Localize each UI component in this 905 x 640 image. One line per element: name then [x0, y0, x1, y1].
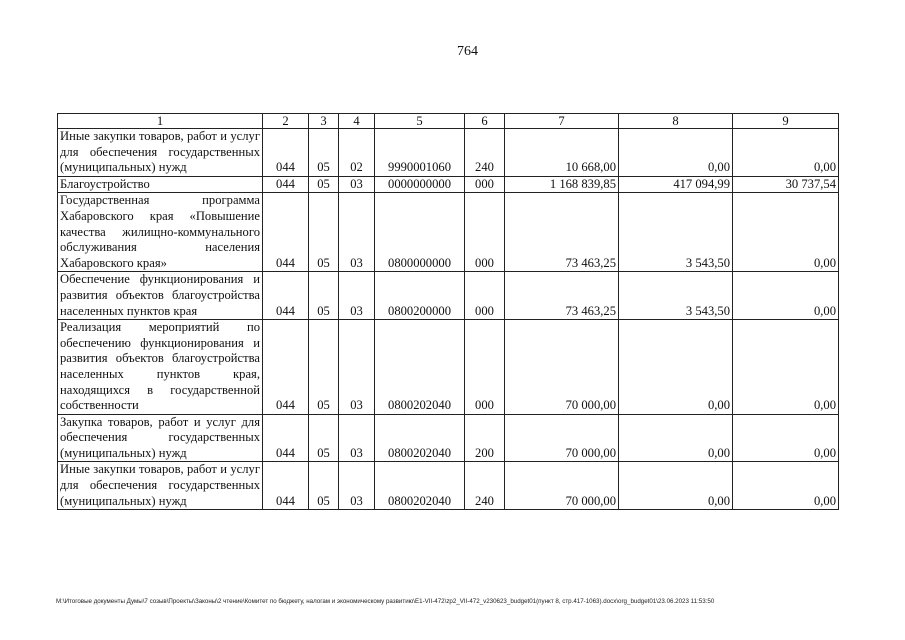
cell-target-article: 9990001060 — [375, 129, 465, 177]
cell-amount-8: 0,00 — [619, 320, 733, 415]
cell-amount-7: 70 000,00 — [505, 414, 619, 462]
table-row — [58, 414, 839, 462]
cell-subsection: 03 — [339, 193, 375, 272]
cell-target-article: 0000000000 — [375, 176, 465, 193]
row-name: Реализация мероприятий по обеспечению функционирования и развития объектов благоустройства населенных пунктов края, находящихся в государственной собственности — [58, 320, 263, 415]
cell-amount-8: 417 094,99 — [619, 176, 733, 193]
header-cell: 6 — [465, 114, 505, 129]
header-cell: 7 — [505, 114, 619, 129]
table-row — [58, 320, 839, 415]
cell-amount-9: 0,00 — [733, 462, 839, 510]
cell-amount-9: 0,00 — [733, 414, 839, 462]
header-cell: 1 — [58, 114, 263, 129]
cell-amount-7: 70 000,00 — [505, 320, 619, 415]
cell-target-article: 0800202040 — [375, 414, 465, 462]
row-name: Иные закупки товаров, работ и услуг для обеспечения государственных (муниципальных) нужд — [58, 129, 263, 177]
table-row — [58, 462, 839, 510]
cell-expense-type: 200 — [465, 414, 505, 462]
cell-subsection: 03 — [339, 320, 375, 415]
cell-target-article: 0800202040 — [375, 462, 465, 510]
cell-ministry: 044 — [263, 320, 309, 415]
cell-expense-type: 000 — [465, 176, 505, 193]
cell-expense-type: 240 — [465, 462, 505, 510]
cell-amount-7: 73 463,25 — [505, 272, 619, 320]
cell-amount-8: 3 543,50 — [619, 272, 733, 320]
cell-expense-type: 000 — [465, 272, 505, 320]
cell-subsection: 03 — [339, 272, 375, 320]
cell-amount-8: 0,00 — [619, 129, 733, 177]
cell-amount-7: 10 668,00 — [505, 129, 619, 177]
row-name: Государственная программа Хабаровского края «Повышение качества жилищно-коммунального обслуживания населения Хабаровского края» — [58, 193, 263, 272]
cell-ministry: 044 — [263, 462, 309, 510]
table-row — [58, 129, 839, 177]
row-name: Иные закупки товаров, работ и услуг для обеспечения государственных (муниципальных) нужд — [58, 462, 263, 510]
header-cell: 9 — [733, 114, 839, 129]
cell-ministry: 044 — [263, 272, 309, 320]
cell-ministry: 044 — [263, 414, 309, 462]
header-row — [58, 114, 839, 129]
cell-expense-type: 000 — [465, 193, 505, 272]
cell-amount-7: 1 168 839,85 — [505, 176, 619, 193]
page-number: 764 — [457, 44, 478, 59]
cell-amount-9: 30 737,54 — [733, 176, 839, 193]
row-name: Обеспечение функционирования и развития объектов благоустройства населенных пунктов края — [58, 272, 263, 320]
cell-amount-8: 0,00 — [619, 414, 733, 462]
file-path-footer: M:\Итоговые документы Думы\7 созыв\Проекты\Законы\2 чтение\Комитет по бюджету, налогам и экономическому развитию\Е1-VII-472\zp2_VII-472_v230623_budget01(пункт 8, стр.417-1063).docx\org_budget01\23.06.2023 11:53:50 — [56, 598, 715, 605]
budget-table — [57, 113, 839, 510]
cell-target-article: 0800200000 — [375, 272, 465, 320]
cell-subsection: 02 — [339, 129, 375, 177]
cell-subsection: 03 — [339, 462, 375, 510]
cell-section: 05 — [309, 193, 339, 272]
table-row — [58, 176, 839, 193]
table-row — [58, 272, 839, 320]
cell-amount-9: 0,00 — [733, 193, 839, 272]
cell-section: 05 — [309, 129, 339, 177]
cell-ministry: 044 — [263, 193, 309, 272]
cell-amount-7: 70 000,00 — [505, 462, 619, 510]
row-name: Благоустройство — [58, 176, 263, 193]
row-name: Закупка товаров, работ и услуг для обеспечения государственных (муниципальных) нужд — [58, 414, 263, 462]
cell-amount-9: 0,00 — [733, 129, 839, 177]
cell-expense-type: 000 — [465, 320, 505, 415]
cell-amount-8: 3 543,50 — [619, 193, 733, 272]
header-cell: 3 — [309, 114, 339, 129]
cell-ministry: 044 — [263, 176, 309, 193]
cell-section: 05 — [309, 414, 339, 462]
cell-section: 05 — [309, 176, 339, 193]
cell-subsection: 03 — [339, 414, 375, 462]
table-row — [58, 193, 839, 272]
cell-amount-8: 0,00 — [619, 462, 733, 510]
cell-target-article: 0800202040 — [375, 320, 465, 415]
cell-subsection: 03 — [339, 176, 375, 193]
cell-section: 05 — [309, 272, 339, 320]
cell-section: 05 — [309, 320, 339, 415]
cell-amount-9: 0,00 — [733, 320, 839, 415]
cell-expense-type: 240 — [465, 129, 505, 177]
cell-amount-7: 73 463,25 — [505, 193, 619, 272]
cell-section: 05 — [309, 462, 339, 510]
cell-target-article: 0800000000 — [375, 193, 465, 272]
header-cell: 2 — [263, 114, 309, 129]
header-cell: 4 — [339, 114, 375, 129]
header-cell: 8 — [619, 114, 733, 129]
cell-ministry: 044 — [263, 129, 309, 177]
cell-amount-9: 0,00 — [733, 272, 839, 320]
header-cell: 5 — [375, 114, 465, 129]
